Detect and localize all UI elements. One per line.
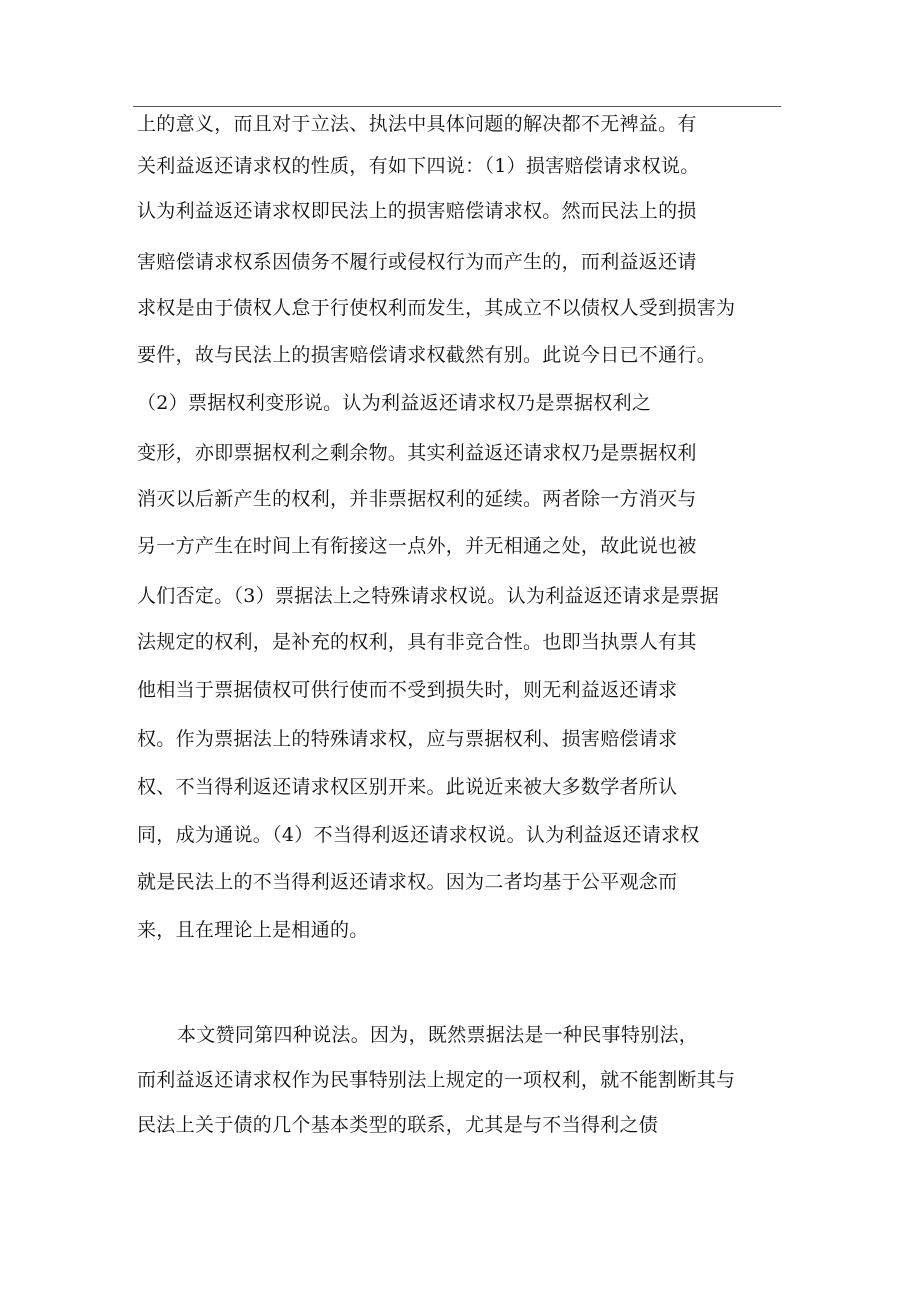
text-line: 消灭以后新产生的权利，并非票据权利的延续。两者除一方消灭与 <box>137 488 697 510</box>
text-line: 另一方产生在时间上有衔接这一点外，并无相通之处，故此说也被 <box>137 535 697 557</box>
text-line: 而利益返还请求权作为民事特别法上规定的一项权利，就不能割断其与 <box>137 1069 736 1091</box>
text-line: 上的意义，而且对于立法、执法中具体问题的解决都不无裨益。有 <box>137 113 697 135</box>
text-line: 就是民法上的不当得利返还请求权。因为二者均基于公平观念而 <box>137 871 678 893</box>
text-line: 来，且在理论上是相通的。 <box>137 919 369 941</box>
header-rule <box>133 106 781 107</box>
text-line: 同，成为通说。（4）不当得利返还请求权说。认为利益返还请求权 <box>137 824 700 846</box>
text-line: 关利益返还请求权的性质，有如下四说：（1）损害赔偿请求权说。 <box>137 155 700 177</box>
text-line: 人们否定。（3）票据法上之特殊请求权说。认为利益返还请求是票据 <box>137 585 719 607</box>
text-line: 权、不当得利返还请求权区别开来。此说近来被大多数学者所认 <box>137 776 678 798</box>
text-line: 本文赞同第四种说法。因为，既然票据法是一种民事特别法， <box>177 1024 699 1046</box>
text-line: 要件，故与民法上的损害赔偿请求权截然有别。此说今日已不通行。 <box>137 344 717 366</box>
text-line: 民法上关于债的几个基本类型的联系，尤其是与不当得利之债 <box>137 1114 659 1136</box>
text-line: 权。作为票据法上的特殊请求权，应与票据权利、损害赔偿请求 <box>137 728 678 750</box>
text-line: 法规定的权利，是补充的权利，具有非竞合性。也即当执票人有其 <box>137 631 697 653</box>
text-line: 认为利益返还请求权即民法上的损害赔偿请求权。然而民法上的损 <box>137 200 697 222</box>
text-line: （2）票据权利变形说。认为利益返还请求权乃是票据权利之 <box>137 392 652 414</box>
text-line: 他相当于票据债权可供行使而不受到损失时，则无利益返还请求 <box>137 679 678 701</box>
text-line: 害赔偿请求权系因债务不履行或侵权行为而产生的，而利益返还请 <box>137 251 697 273</box>
text-line: 变形，亦即票据权利之剩余物。其实利益返还请求权乃是票据权利 <box>137 442 697 464</box>
text-line: 求权是由于债权人怠于行使权利而发生，其成立不以债权人受到损害为 <box>137 297 736 319</box>
